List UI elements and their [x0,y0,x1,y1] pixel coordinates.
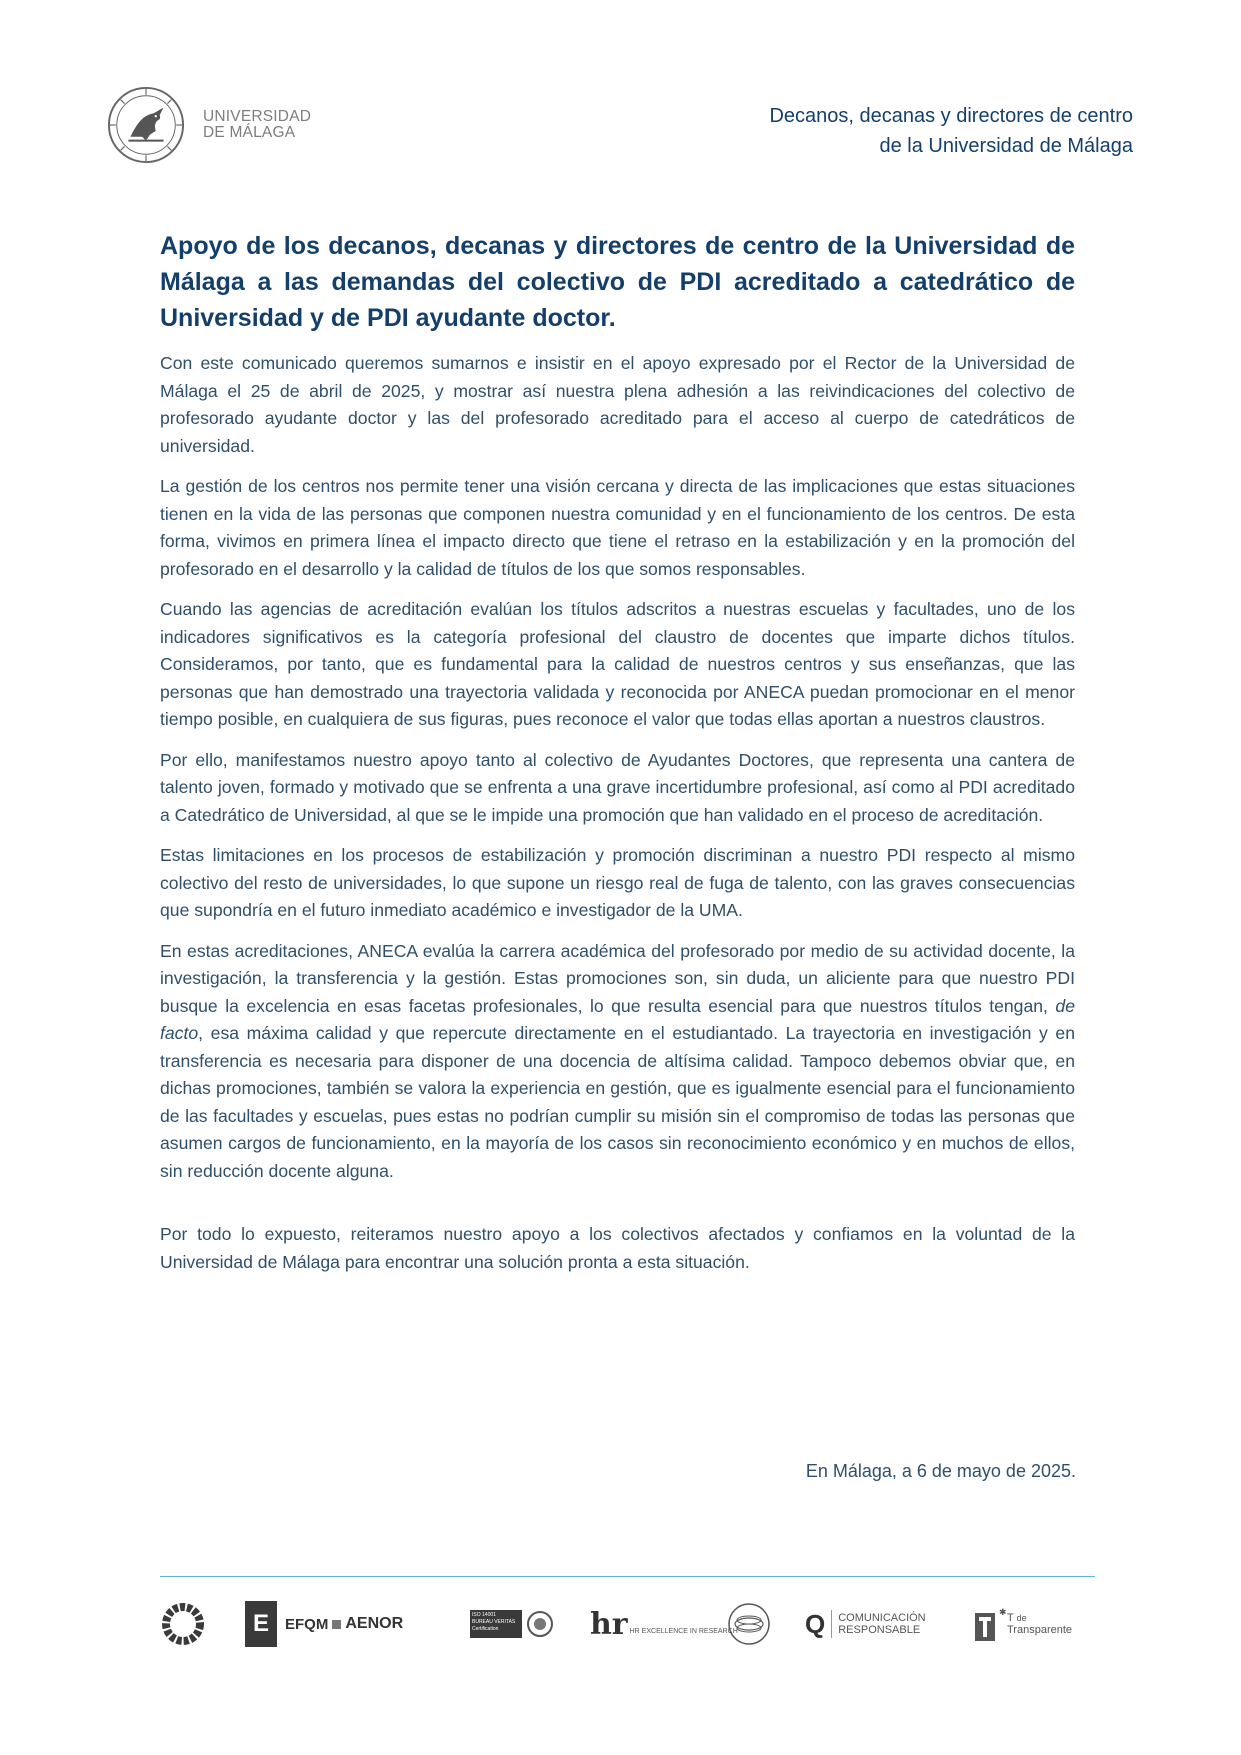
recipient-block [769,101,1133,161]
transparente-de: de [1016,1613,1027,1623]
globe-icon [727,1602,771,1646]
paragraph-7: Por todo lo expuesto, reiteramos nuestro apoyo a los colectivos afectados y confiamos en la voluntad de la Universidad de Málaga para encontrar una solución pronta a esta situación. [160,1224,1075,1272]
paragraph-5: Estas limitaciones en los procesos de estabilización y promoción discriminan a nuestro PDI respecto al mismo colectivo del resto de universidades, lo que supone un riesgo real de fuga de talento, con las graves consecuencias que supondría en el futuro inmediato académico e investigador de la UMA. [160,845,1075,920]
comunicacion-text [838,1612,925,1636]
square-mark-icon [332,1620,341,1629]
iso-label: ISO 14001 [472,1612,496,1618]
document-title: Apoyo de los decanos, decanas y directores de centro de la Universidad de Málaga a las demandas del colectivo de PDI acreditado a catedrático de Universidad y de PDI ayudante doctor. [160,232,1075,332]
university-name-line1: UNIVERSIDAD [203,108,312,125]
aenor-label: AENOR [345,1615,404,1632]
efqm-label: EFQM [285,1615,329,1633]
sdg-wheel-logo [160,1598,206,1650]
bureau-veritas-seal-icon [526,1610,554,1638]
hr-mark-icon: hr [590,1606,628,1642]
sdg-wheel-icon [160,1601,206,1647]
university-name-line2: DE MÁLAGA [203,124,296,141]
paragraph-6-italic: de facto [160,995,1075,1043]
footer-divider [160,1576,1095,1577]
vertical-divider [831,1610,832,1638]
hr-excellence-label: HR EXCELLENCE IN RESEARCH [629,1628,738,1635]
bureau-veritas-logo [470,1598,554,1650]
comunicacion-line2: RESPONSABLE [838,1624,921,1636]
document-body [160,350,1075,1276]
bureau-label: BUREAU VERITAS [472,1619,516,1625]
bureau-sub-label: Certification [472,1626,499,1632]
paragraph-4: Por ello, manifestamos nuestro apoyo tanto al colectivo de Ayudantes Doctores, que representa una cantera de talento joven, formado y motivado que se enfrenta a una grave incertidumbre profesional, así como al PDI acreditado a Catedrático de Universidad, al que se le impide una promoción que han validado en el proceso de acreditación. [160,749,1075,825]
paragraph-6-part1: En estas acreditaciones, ANECA evalúa la carrera académica del profesorado por medio de su actividad docente, la investigación, la transferencia y la gestión. Estas promociones son, sin duda, un aliciente para que nuestro PDI busque la excelencia en esas facetas profesionales, lo que resulta esencial para que nuestros títulos tengan, [160,940,1075,1016]
iso-box [470,1610,522,1638]
globe-seal-logo [727,1598,771,1650]
paragraph-2: La gestión de los centros nos permite tener una visión cercana y directa de las implicaciones que estas situaciones tienen en la vida de las personas que componen nuestra comunidad y en el funcionamiento de los centros. De esta forma, vivimos en primera línea el impacto directo que tiene el retraso en la estabilización y en la promoción del profesorado en el desarrollo y la calidad de títulos de los que somos responsables. [160,476,1075,579]
footer-logos [160,1598,1085,1650]
paragraph-6-part2: , esa máxima calidad y que repercute directamente en el estudiantado. La trayectoria en investigación y en transferencia es necesaria para disponer de una docencia de altísima calidad. Tampoco debemos obviar que, en dichas promociones, también se valora la experiencia en gestión, que es igualmente esencial para el funcionamiento de las facultades y escuelas, pues estas no podrían cumplir su misión sin el compromiso de todas las personas que asumen cargos de funcionamiento, en la mayoría de los casos sin reconocimiento económico y en muchos de ellos, sin reducción docente alguna. [160,1023,1075,1181]
hr-excellence-logo [590,1598,738,1650]
university-seal-icon [107,86,185,164]
document-date: En Málaga, a 6 de mayo de 2025. [805,1461,1076,1481]
paragraph-6 [160,938,1075,1186]
transparente-text [1007,1612,1072,1636]
comunicacion-line1: COMUNICACIÓN [838,1612,926,1624]
transparente-logo [975,1598,1072,1650]
transparente-t-icon [975,1607,1005,1641]
comunicacion-responsable-logo [805,1598,926,1650]
efqm-badge-icon [245,1601,277,1647]
transparente-t: T [1007,1612,1014,1624]
recipient-line2: de la Universidad de Málaga [879,135,1133,157]
svg-text:E: E [252,1610,270,1637]
paragraph-1: Con este comunicado queremos sumarnos e insistir en el apoyo expresado por el Rector de la Universidad de Málaga el 25 de abril de 2025, y mostrar así nuestra plena adhesión a las reivindicaciones del colectivo de profesorado ayudante doctor y las del profesorado acreditado para el acceso al cuerpo de catedráticos de universidad. [160,353,1075,456]
efqm-aenor-logo [245,1598,403,1650]
recipient-line1: Decanos, decanas y directores de centro [769,105,1133,127]
paragraph-3: Cuando las agencias de acreditación evalúan los títulos adscritos a nuestras escuelas y facultades, uno de los indicadores significativos es la categoría profesional del claustro de docentes que imparte dichos títulos. Consideramos, por tanto, que es fundamental para la calidad de nuestros centros y sus enseñanzas, que las personas que han demostrado una trayectoria validada y reconocida por ANECA puedan promocionar en el menor tiempo posible, en cualquiera de sus figuras, pues reconoce el valor que todas ellas aportan a nuestros claustros. [160,599,1075,729]
university-logo [107,86,311,164]
q-mark-icon: Q [805,1608,826,1639]
svg-text:✱: ✱ [999,1608,1007,1618]
transparente-word: Transparente [1007,1624,1073,1636]
